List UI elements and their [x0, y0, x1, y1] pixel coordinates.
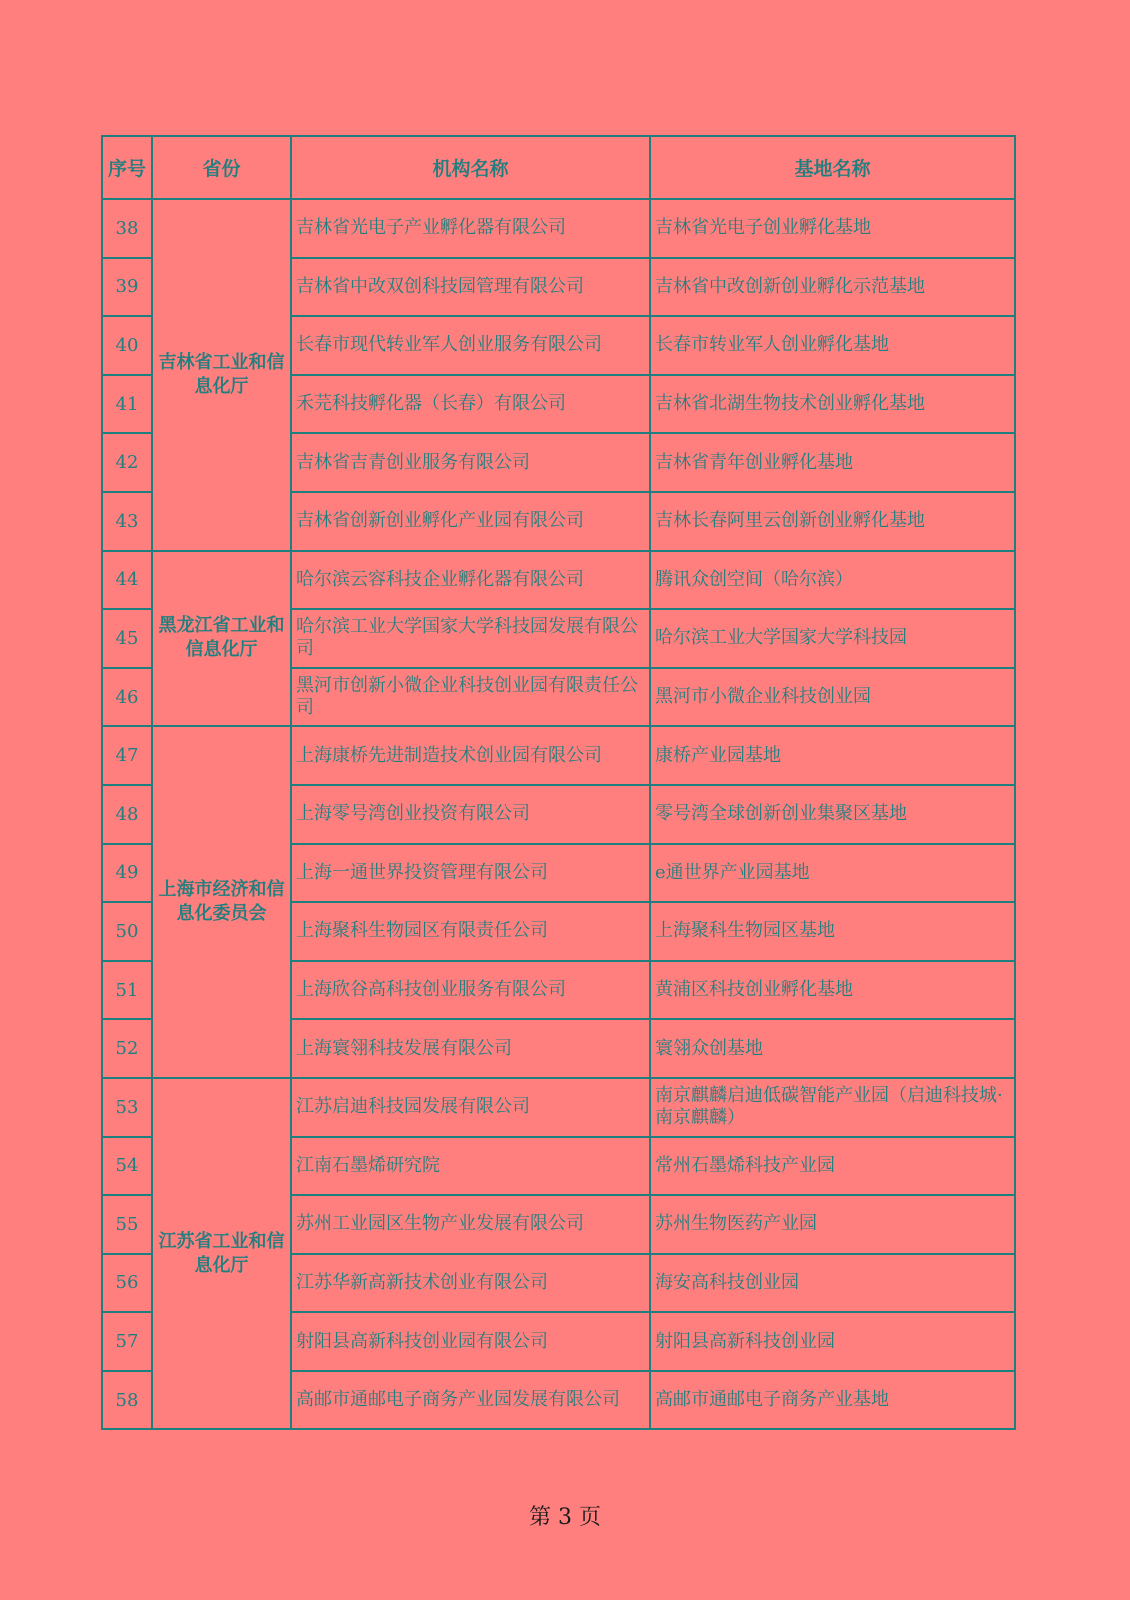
row-seq: 46	[102, 668, 152, 727]
header-seq: 序号	[102, 136, 152, 199]
org-name: 吉林省吉青创业服务有限公司	[291, 433, 650, 492]
header-org: 机构名称	[291, 136, 650, 199]
table-header-row	[102, 136, 1015, 199]
table-body	[102, 199, 1015, 1429]
row-seq: 42	[102, 433, 152, 492]
org-name: 吉林省中改双创科技园管理有限公司	[291, 258, 650, 317]
base-name: 康桥产业园基地	[650, 726, 1015, 785]
row-seq: 55	[102, 1195, 152, 1254]
base-name: 常州石墨烯科技产业园	[650, 1137, 1015, 1196]
org-name: 禾芫科技孵化器（长春）有限公司	[291, 375, 650, 434]
base-name: 吉林省中改创新创业孵化示范基地	[650, 258, 1015, 317]
org-name: 江苏华新高新技术创业有限公司	[291, 1254, 650, 1313]
base-name: 腾讯众创空间（哈尔滨）	[650, 551, 1015, 610]
org-name: 射阳县高新科技创业园有限公司	[291, 1312, 650, 1371]
incubator-table	[101, 135, 1016, 1430]
base-name: 苏州生物医药产业园	[650, 1195, 1015, 1254]
base-name: 吉林长春阿里云创新创业孵化基地	[650, 492, 1015, 551]
base-name: 上海聚科生物园区基地	[650, 902, 1015, 961]
base-name: 哈尔滨工业大学国家大学科技园	[650, 609, 1015, 668]
row-seq: 39	[102, 258, 152, 317]
row-seq: 54	[102, 1137, 152, 1196]
org-name: 上海一通世界投资管理有限公司	[291, 844, 650, 903]
base-name: 黄浦区科技创业孵化基地	[650, 961, 1015, 1020]
base-name: 吉林省青年创业孵化基地	[650, 433, 1015, 492]
org-name: 上海聚科生物园区有限责任公司	[291, 902, 650, 961]
row-seq: 57	[102, 1312, 152, 1371]
header-base: 基地名称	[650, 136, 1015, 199]
row-seq: 43	[102, 492, 152, 551]
base-name: 南京麒麟启迪低碳智能产业园（启迪科技城·南京麒麟）	[650, 1078, 1015, 1137]
row-seq: 51	[102, 961, 152, 1020]
row-seq: 56	[102, 1254, 152, 1313]
org-name: 上海寰翎科技发展有限公司	[291, 1019, 650, 1078]
province-cell: 吉林省工业和信息化厅	[152, 199, 291, 551]
base-name: 吉林省北湖生物技术创业孵化基地	[650, 375, 1015, 434]
org-name: 高邮市通邮电子商务产业园发展有限公司	[291, 1371, 650, 1430]
row-seq: 44	[102, 551, 152, 610]
page-number: 第 3 页	[529, 1505, 601, 1530]
base-name: 高邮市通邮电子商务产业基地	[650, 1371, 1015, 1430]
org-name: 哈尔滨云容科技企业孵化器有限公司	[291, 551, 650, 610]
row-seq: 40	[102, 316, 152, 375]
org-name: 哈尔滨工业大学国家大学科技园发展有限公司	[291, 609, 650, 668]
row-seq: 48	[102, 785, 152, 844]
base-name: 海安高科技创业园	[650, 1254, 1015, 1313]
org-name: 上海零号湾创业投资有限公司	[291, 785, 650, 844]
row-seq: 52	[102, 1019, 152, 1078]
base-name: 射阳县高新科技创业园	[650, 1312, 1015, 1371]
org-name: 黑河市创新小微企业科技创业园有限责任公司	[291, 668, 650, 727]
table-row	[102, 1078, 1015, 1137]
table-row	[102, 551, 1015, 610]
row-seq: 50	[102, 902, 152, 961]
row-seq: 53	[102, 1078, 152, 1137]
org-name: 江南石墨烯研究院	[291, 1137, 650, 1196]
base-name: 寰翎众创基地	[650, 1019, 1015, 1078]
table-row	[102, 199, 1015, 258]
base-name: 吉林省光电子创业孵化基地	[650, 199, 1015, 258]
org-name: 上海欣谷高科技创业服务有限公司	[291, 961, 650, 1020]
province-cell: 上海市经济和信息化委员会	[152, 726, 291, 1078]
row-seq: 49	[102, 844, 152, 903]
row-seq: 41	[102, 375, 152, 434]
org-name: 江苏启迪科技园发展有限公司	[291, 1078, 650, 1137]
province-cell: 江苏省工业和信息化厅	[152, 1078, 291, 1430]
base-name: e通世界产业园基地	[650, 844, 1015, 903]
row-seq: 38	[102, 199, 152, 258]
org-name: 吉林省创新创业孵化产业园有限公司	[291, 492, 650, 551]
header-province: 省份	[152, 136, 291, 199]
row-seq: 45	[102, 609, 152, 668]
row-seq: 58	[102, 1371, 152, 1430]
base-name: 长春市转业军人创业孵化基地	[650, 316, 1015, 375]
base-name: 零号湾全球创新创业集聚区基地	[650, 785, 1015, 844]
org-name: 苏州工业园区生物产业发展有限公司	[291, 1195, 650, 1254]
province-cell: 黑龙江省工业和信息化厅	[152, 551, 291, 727]
org-name: 吉林省光电子产业孵化器有限公司	[291, 199, 650, 258]
table-row	[102, 726, 1015, 785]
org-name: 长春市现代转业军人创业服务有限公司	[291, 316, 650, 375]
row-seq: 47	[102, 726, 152, 785]
org-name: 上海康桥先进制造技术创业园有限公司	[291, 726, 650, 785]
base-name: 黑河市小微企业科技创业园	[650, 668, 1015, 727]
